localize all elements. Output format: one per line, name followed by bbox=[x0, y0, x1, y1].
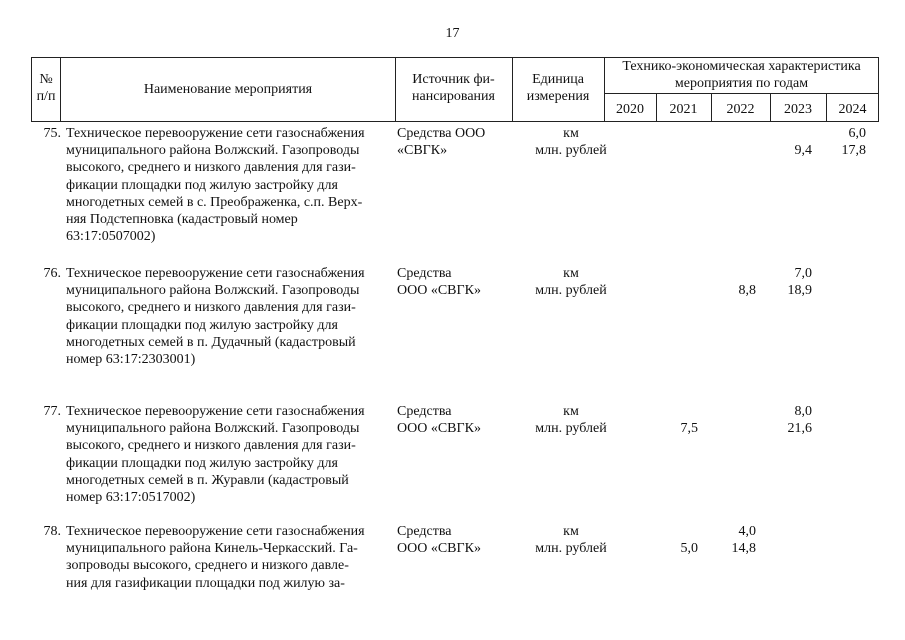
header-source: Источник фи- нансирования bbox=[412, 72, 495, 104]
header-name: Наименование мероприятия bbox=[143, 82, 313, 97]
row-source: Средства ООО «СВГК» bbox=[397, 126, 486, 159]
row-name: Техническое перевооружение сети газоснабжения муниципального района Волжский. Газопроводы высокого, среднего и низкого давления для гази- фикации площадки под жилую застройку для многодетных семей в п. Дудачный (кадастровый номер 63:17:2303001) bbox=[66, 266, 365, 368]
row-value-2022: 8,8 bbox=[738, 283, 756, 299]
header-year-2021: 2021 bbox=[669, 102, 698, 117]
row-unit: км млн. рублей bbox=[535, 524, 607, 557]
header-unit: Единица измерения bbox=[526, 72, 590, 104]
row-number: 75. bbox=[43, 126, 61, 141]
row-value-2021: 7,5 bbox=[680, 421, 698, 437]
row-name: Техническое перевооружение сети газоснабжения муниципального района Волжский. Газопроводы высокого, среднего и низкого давления для гази- фикации площадки под жилую застройку для многодетных семей в с. Преображенка, с.п. Верх- няя Подстепновка (кадастровый номер 63:17:0507002) bbox=[66, 126, 365, 245]
header-year-2024: 2024 bbox=[838, 102, 867, 117]
row-value-2022: 4,0 14,8 bbox=[731, 524, 756, 557]
header-year-2020: 2020 bbox=[616, 102, 644, 117]
row-number: 78. bbox=[43, 524, 61, 539]
row-value-2024: 6,0 17,8 bbox=[841, 126, 866, 159]
row-number: 76. bbox=[43, 266, 61, 281]
row-value-2023: 9,4 bbox=[794, 143, 812, 159]
row-source: Средства ООО «СВГК» bbox=[397, 524, 481, 557]
header-year-2022: 2022 bbox=[726, 102, 755, 117]
header-tech: Технико-экономическая характеристика мероприятия по годам bbox=[622, 59, 861, 91]
row-value-2021: 5,0 bbox=[680, 541, 698, 557]
row-value-2023: 8,0 21,6 bbox=[787, 404, 812, 437]
table-header bbox=[31, 57, 879, 122]
header-num: № п/п bbox=[36, 72, 56, 104]
row-unit: км млн. рублей bbox=[535, 266, 607, 299]
row-number: 77. bbox=[43, 404, 61, 419]
row-unit: км млн. рублей bbox=[535, 404, 607, 437]
row-source: Средства ООО «СВГК» bbox=[397, 266, 481, 299]
header-year-2023: 2023 bbox=[784, 102, 812, 117]
row-name: Техническое перевооружение сети газоснабжения муниципального района Кинель-Черкасский. Га- зопроводы высокого, среднего и низкого давле- ния для газификации площадки под жилую за- bbox=[66, 524, 365, 591]
row-source: Средства ООО «СВГК» bbox=[397, 404, 481, 437]
row-value-2023: 7,0 18,9 bbox=[787, 266, 812, 299]
row-unit: км млн. рублей bbox=[535, 126, 607, 159]
row-name: Техническое перевооружение сети газоснабжения муниципального района Волжский. Газопроводы высокого, среднего и низкого давления для гази- фикации площадки под жилую застройку для многодетных семей в п. Журавли (кадастровый номер 63:17:0517002) bbox=[66, 404, 365, 506]
page-number: 17 bbox=[445, 26, 460, 41]
